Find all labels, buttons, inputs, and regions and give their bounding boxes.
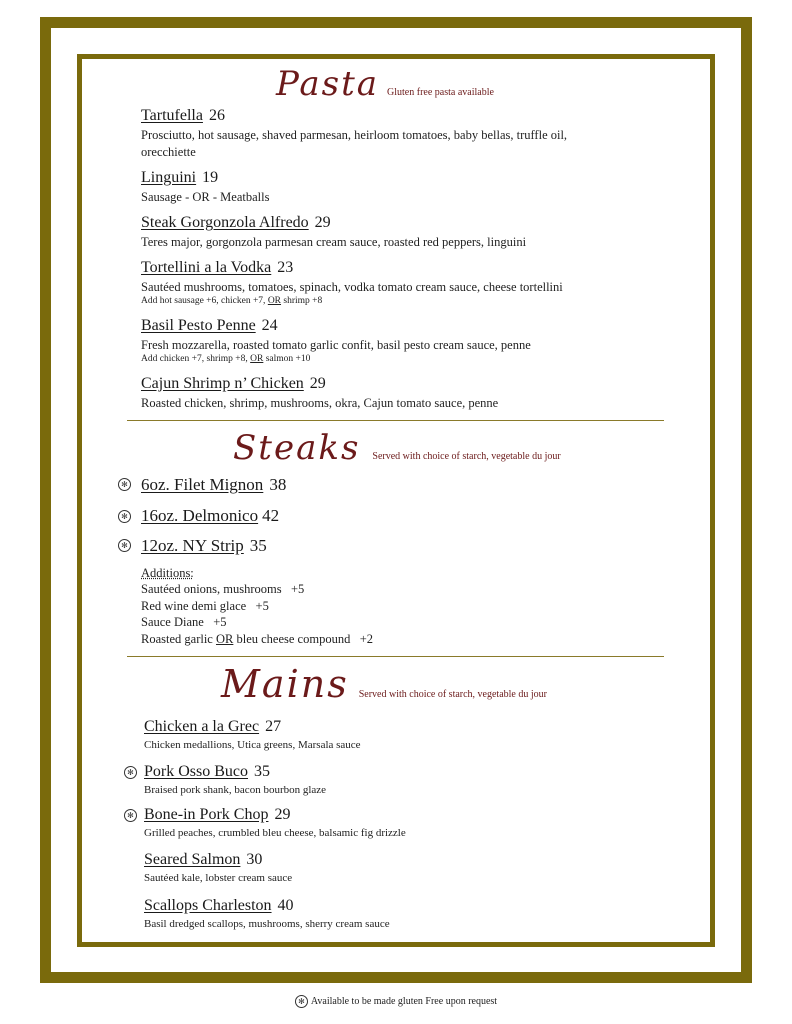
steaks-title: Steaks — [233, 428, 361, 468]
item-addons — [141, 353, 661, 366]
item-price: 35 — [249, 536, 267, 555]
menu-item-delmonico — [141, 506, 661, 526]
steak-additions — [141, 565, 373, 647]
item-price: 29 — [309, 375, 326, 392]
item-price: 27 — [265, 718, 282, 735]
footer-note — [0, 995, 792, 1008]
item-description: Teres major, gorgonzola parmesan cream sauce, roasted red peppers, linguini — [141, 235, 527, 249]
gluten-free-icon: ✻ — [124, 809, 137, 822]
menu-item-basil-pesto-penne — [141, 316, 661, 366]
item-description: Fresh mozzarella, roasted tomato garlic confit, basil pesto cream sauce, penne — [141, 338, 531, 352]
item-description: Sausage - OR - Meatballs — [141, 190, 270, 204]
item-description: Basil dredged scallops, mushrooms, sherry cream sauce — [144, 918, 390, 930]
item-name: Linguini — [141, 169, 197, 186]
item-name: Pork Osso Buco — [144, 763, 249, 780]
item-description: Braised pork shank, bacon bourbon glaze — [144, 784, 327, 796]
addon-text: shrimp +8 — [281, 296, 323, 306]
item-name: 6oz. Filet Mignon — [141, 475, 264, 494]
menu-item-tortellini-vodka — [141, 258, 661, 308]
item-price: 19 — [202, 169, 219, 186]
item-description: Sautéed kale, lobster cream sauce — [144, 872, 293, 884]
menu-item-linguini — [141, 168, 661, 205]
addition-item: Sautéed onions, mushrooms +5 — [141, 582, 305, 597]
gluten-free-icon: ✻ — [118, 510, 131, 523]
item-name: Cajun Shrimp n’ Chicken — [141, 375, 304, 392]
addition-text: Roasted garlic — [141, 631, 216, 646]
menu-item-tartufella — [141, 106, 661, 160]
item-description: Sautéed mushrooms, tomatoes, spinach, vodka tomato cream sauce, cheese tortellini — [141, 280, 563, 294]
mains-note: Served with choice of starch, vegetable du jour — [358, 689, 547, 700]
menu-item-pork-osso-buco — [144, 762, 664, 797]
addon-text: salmon +10 — [263, 354, 311, 364]
footer-text: Available to be made gluten Free upon request — [310, 996, 498, 1007]
item-description: Chicken medallions, Utica greens, Marsala sauce — [144, 739, 361, 751]
item-name: Tartufella — [141, 107, 203, 124]
item-description-continued: orecchiette — [141, 145, 196, 159]
mains-header — [221, 662, 547, 706]
addon-text: Add chicken +7, shrimp +8, — [141, 354, 251, 364]
item-price: 24 — [261, 317, 278, 334]
item-name: Seared Salmon — [144, 851, 241, 868]
gluten-free-icon: ✻ — [118, 539, 131, 552]
menu-item-filet-mignon — [141, 475, 661, 495]
item-price: 30 — [246, 851, 263, 868]
menu-item-chicken-grec — [144, 717, 664, 752]
menu-item-cajun-shrimp-chicken — [141, 374, 661, 411]
additions-heading: Additions: — [141, 566, 194, 580]
item-name: Steak Gorgonzola Alfredo — [141, 214, 309, 231]
addon-or: OR — [250, 354, 264, 364]
steaks-header — [233, 428, 561, 468]
pasta-header — [276, 64, 494, 104]
item-description: Prosciutto, hot sausage, shaved parmesan, heirloom tomatoes, baby bellas, truffle oil, — [141, 128, 568, 142]
gluten-free-icon: ✻ — [118, 478, 131, 491]
menu-item-bone-in-pork-chop — [144, 805, 664, 840]
item-name: 12oz. NY Strip — [141, 536, 244, 555]
menu-item-seared-salmon — [144, 850, 664, 885]
pasta-title: Pasta — [276, 64, 380, 104]
item-price: 35 — [254, 763, 271, 780]
section-divider — [127, 420, 664, 421]
item-name: Scallops Charleston — [144, 897, 272, 914]
item-price: 23 — [277, 259, 294, 276]
addition-item: Red wine demi glace +5 — [141, 598, 269, 613]
menu-item-ny-strip — [141, 536, 661, 556]
menu-item-steak-gorgonzola-alfredo — [141, 213, 661, 250]
item-price: 29 — [314, 214, 331, 231]
section-divider — [127, 656, 664, 657]
pasta-note: Gluten free pasta available — [387, 87, 494, 98]
item-price: 40 — [277, 897, 294, 914]
addition-or: OR — [215, 631, 234, 646]
item-name: Tortellini a la Vodka — [141, 259, 272, 276]
item-name: 16oz. Delmonico — [141, 506, 259, 525]
item-name: Basil Pesto Penne — [141, 317, 256, 334]
gluten-free-icon: ✻ — [124, 766, 137, 779]
gluten-free-icon: ✻ — [295, 995, 308, 1008]
item-price: 29 — [274, 806, 291, 823]
addon-text: Add hot sausage +6, chicken +7, — [141, 296, 268, 306]
item-price: 42 — [262, 506, 280, 525]
item-name: Bone-in Pork Chop — [144, 806, 269, 823]
item-addons — [141, 295, 661, 308]
item-description: Grilled peaches, crumbled bleu cheese, balsamic fig drizzle — [144, 827, 406, 839]
addition-item: Sauce Diane +5 — [141, 615, 227, 630]
item-price: 26 — [208, 107, 225, 124]
item-price: 38 — [269, 475, 287, 494]
addition-text: bleu cheese compound +2 — [233, 631, 374, 646]
addition-item — [141, 631, 373, 647]
menu-item-scallops-charleston — [144, 896, 664, 931]
steaks-note: Served with choice of starch, vegetable du jour — [372, 451, 561, 462]
addon-or: OR — [267, 296, 282, 306]
item-description: Roasted chicken, shrimp, mushrooms, okra, Cajun tomato sauce, penne — [141, 396, 499, 410]
item-name: Chicken a la Grec — [144, 718, 260, 735]
mains-title: Mains — [221, 662, 349, 706]
